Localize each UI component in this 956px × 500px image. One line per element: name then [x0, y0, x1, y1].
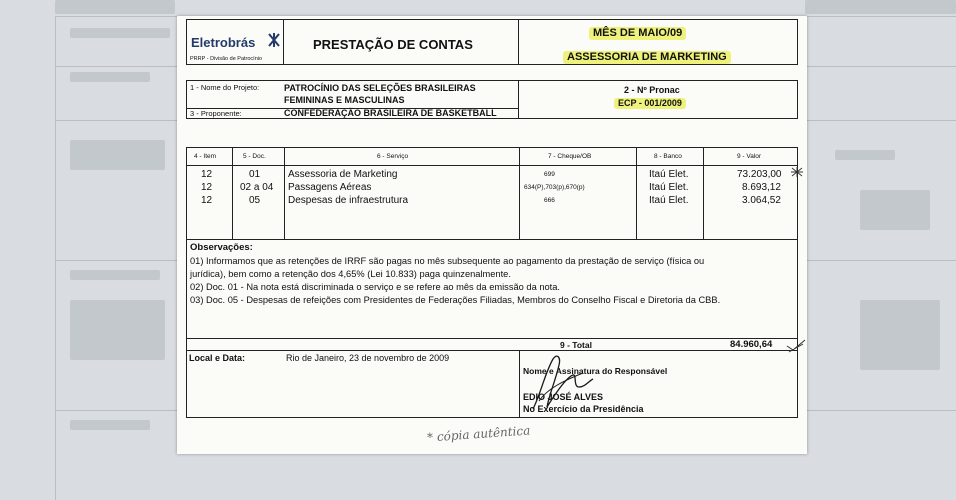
row2-cheque: 634(P),703(p),670(p) — [524, 184, 585, 191]
project-name-line1: PATROCÍNIO DAS SELEÇÕES BRASILEIRAS — [284, 83, 476, 93]
month-label: MÊS DE MAIO/09 — [589, 27, 686, 40]
department-label: ASSESSORIA DE MARKETING — [563, 51, 731, 64]
row2-item: 12 — [201, 182, 213, 193]
company-logo: Eletrobrás — [191, 35, 256, 50]
place-label: Local e Data: — [189, 353, 246, 363]
row2-value: 8.693,12 — [742, 182, 781, 193]
row2-service: Passagens Aéreas — [288, 182, 372, 193]
total-value: 84.960,64 — [730, 339, 773, 350]
row1-value: 73.203,00 — [737, 169, 782, 180]
observation-line1: 01) Informamos que as retenções de IRRF são pagas no mês subsequente ao pagamento da prestação de serviço (física ou — [190, 256, 705, 266]
column-divider — [703, 147, 704, 240]
header-logo-box — [186, 19, 284, 65]
row1-doc: 01 — [249, 169, 261, 180]
header-service: 6 - Serviço — [377, 153, 409, 160]
observations-box — [186, 239, 798, 339]
row3-service: Despesas de infraestrutura — [288, 195, 409, 206]
header-cheque: 7 - Cheque/OB — [548, 153, 592, 160]
row1-bank: Itaú Elet. — [649, 169, 689, 180]
table-header-row — [186, 147, 798, 166]
observation-line2: jurídica), bem como a retenção dos 4,65% (Lei 10.833) paga quinzenalmente. — [190, 269, 511, 279]
proponent-value: CONFEDERAÇÃO BRASILEIRA DE BASKETBALL — [284, 108, 497, 118]
handwritten-note: * cópia autêntica — [426, 423, 531, 445]
services-table — [186, 147, 798, 240]
pronac-box — [518, 80, 798, 119]
column-divider — [519, 147, 520, 240]
header-bank: 8 - Banco — [654, 153, 682, 160]
handwritten-signature — [527, 351, 637, 417]
footer-divider — [519, 350, 520, 418]
accountability-document — [177, 16, 807, 454]
observation-line4: 03) Doc. 05 - Despesas de refeições com Presidentes de Federações Filiadas, Membros do Conselho Fiscal e Diretoria da CBB. — [190, 295, 721, 305]
column-divider — [232, 147, 233, 240]
observations-title: Observações: — [190, 242, 253, 253]
signature-label: Nome e Assinatura do Responsável — [523, 366, 668, 376]
page-title: PRESTAÇÃO DE CONTAS — [313, 37, 473, 52]
eletrobras-logo-icon — [267, 32, 281, 48]
row1-service: Assessoria de Marketing — [288, 169, 398, 180]
row2-doc: 02 a 04 — [240, 182, 274, 193]
row3-doc: 05 — [249, 195, 261, 206]
row1-item: 12 — [201, 169, 213, 180]
footer-box — [186, 350, 798, 418]
row3-cheque: 666 — [544, 197, 555, 204]
signer-name: EDIO JOSÉ ALVES — [523, 392, 604, 402]
row2-bank: Itaú Elet. — [649, 182, 689, 193]
project-box — [186, 80, 519, 119]
title-box — [283, 19, 519, 65]
signer-role: No Exercício da Presidência — [523, 404, 644, 414]
handwritten-star-mark — [789, 166, 805, 178]
logo-subtitle: PRRP - Divisão de Patrocínio — [190, 56, 263, 62]
header-doc: 5 - Doc. — [243, 153, 266, 160]
pronac-value: ECP - 001/2009 — [614, 98, 686, 109]
total-label: 9 - Total — [560, 340, 592, 350]
row1-cheque: 699 — [544, 171, 555, 178]
pronac-label: 2 - Nº Pronac — [624, 85, 680, 95]
project-name-line2: FEMININAS E MASCULINAS — [284, 95, 405, 105]
column-divider — [284, 147, 285, 240]
place-value: Rio de Janeiro, 23 de novembro de 2009 — [286, 353, 450, 363]
row3-item: 12 — [201, 195, 213, 206]
column-divider — [636, 147, 637, 240]
row3-bank: Itaú Elet. — [649, 195, 689, 206]
project-name-label: 1 - Nome do Projeto: — [190, 83, 260, 92]
handwritten-check-mark — [785, 338, 809, 354]
header-item: 4 - Item — [194, 153, 217, 160]
observation-line3: 02) Doc. 01 - Na nota está discriminada o serviço e se refere ao mês da emissão da nota. — [190, 282, 560, 292]
month-box — [518, 19, 798, 65]
row3-value: 3.064,52 — [742, 195, 781, 206]
header-value: 9 - Valor — [737, 153, 762, 160]
proponent-label: 3 - Proponente: — [190, 109, 242, 118]
